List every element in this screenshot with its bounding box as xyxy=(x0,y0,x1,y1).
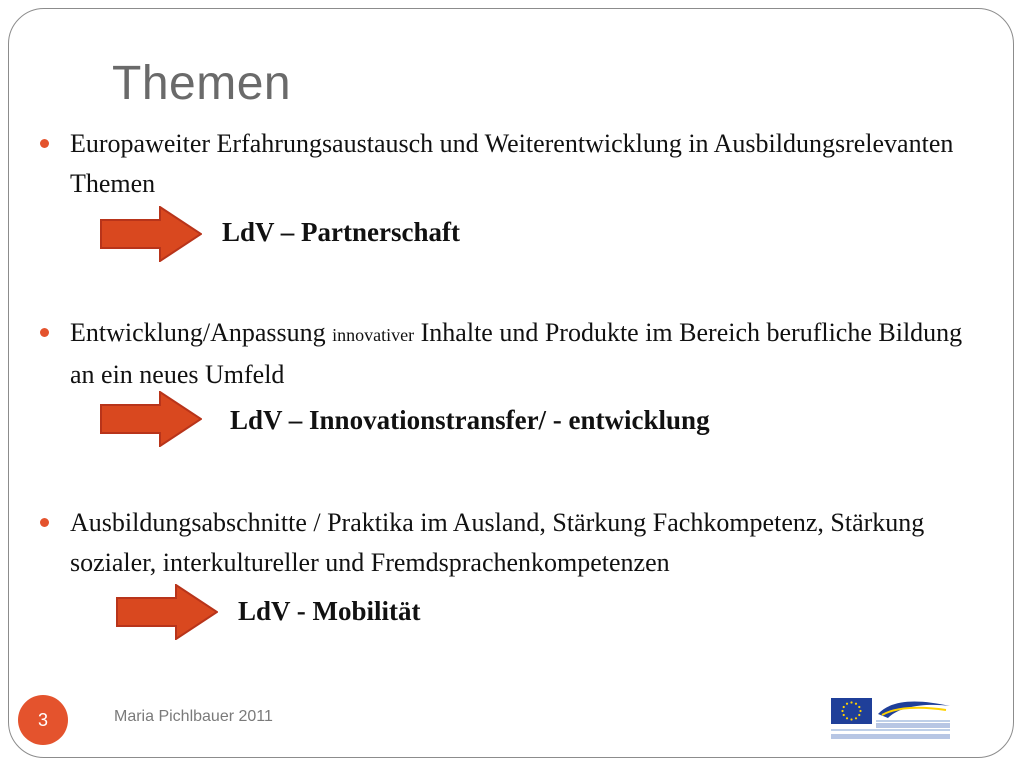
slide-title: Themen xyxy=(112,57,292,110)
bullet-dot-icon xyxy=(40,328,49,337)
slide-number: 3 xyxy=(18,695,68,745)
result-label: LdV – Innovationstransfer/ - entwicklung xyxy=(230,405,710,435)
right-arrow-icon xyxy=(116,584,218,640)
bullet-item xyxy=(40,124,980,204)
right-arrow-icon xyxy=(100,391,202,447)
bullet-text: Europaweiter Erfahrungsaustausch und Weiterentwicklung in Ausbildungsrelevanten Themen xyxy=(70,129,954,198)
bullet-dot-icon xyxy=(40,518,49,527)
bullet-item xyxy=(40,313,980,395)
result-label: LdV - Mobilität xyxy=(238,596,421,626)
bullet-text: Ausbildungsabschnitte / Praktika im Ausland, Stärkung Fachkompetenz, Stärkung sozialer, interkultureller und Fremdsprachenkompetenzen xyxy=(70,508,925,577)
bullet-item xyxy=(40,503,980,583)
right-arrow-icon xyxy=(100,206,202,262)
eu-programme-logo xyxy=(830,697,952,743)
bullet-dot-icon xyxy=(40,139,49,148)
bullet-text: Entwicklung/Anpassung innovativer Inhalte und Produkte im Bereich berufliche Bildung an ein neues Umfeld xyxy=(70,318,963,389)
result-label: LdV – Partnerschaft xyxy=(222,217,460,247)
footer-author: Maria Pichlbauer 2011 xyxy=(114,708,273,725)
